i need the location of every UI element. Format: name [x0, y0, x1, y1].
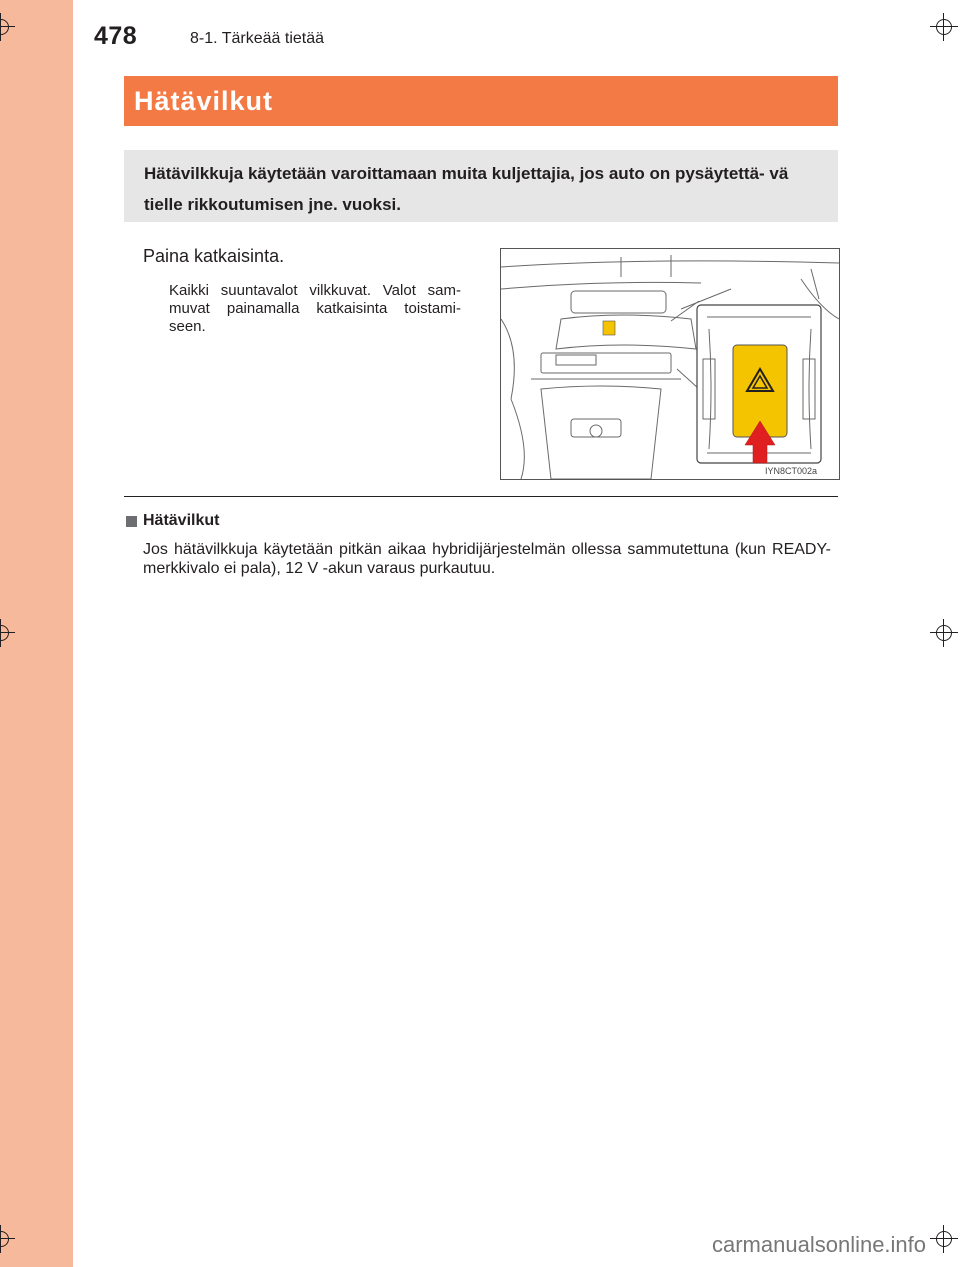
watermark: carmanualsonline.info	[712, 1232, 927, 1257]
dashboard-drawing	[501, 249, 839, 479]
crop-mark-icon	[930, 619, 958, 647]
instruction-detail: Kaikki suuntavalot vilkkuvat. Valot sam- muvat painamalla katkaisinta toistami- seen.	[169, 282, 461, 335]
bullet-square-icon	[126, 516, 137, 527]
chapter-heading: 8-1. Tärkeää tietää	[190, 30, 325, 47]
intro-box	[124, 150, 838, 222]
intro-text: Hätävilkkuja käytetään varoittamaan muita kuljettajia, jos auto on pysäytettä- vä tielle rikkoutumisen jne. vuoksi.	[144, 164, 789, 214]
section-title: Hätävilkut	[134, 86, 274, 116]
section-divider	[124, 496, 838, 497]
hazard-switch-location	[603, 321, 615, 335]
crop-mark-icon	[0, 13, 15, 41]
crop-mark-icon	[0, 1225, 15, 1253]
hazard-switch-illustration	[500, 248, 840, 480]
page-number: 478	[94, 22, 138, 50]
crop-mark-icon	[930, 1225, 958, 1253]
instruction-step: Paina katkaisinta.	[143, 246, 285, 266]
figure-code: IYN8CT002a	[764, 466, 817, 476]
note-title: Hätävilkut	[143, 512, 220, 529]
crop-mark-icon	[930, 13, 958, 41]
section-title-bar	[124, 76, 838, 126]
crop-mark-icon	[0, 619, 15, 647]
note-text: Jos hätävilkkuja käytetään pitkän aikaa hybridijärjestelmän ollessa sammutettuna (kun READY-merkkivalo ei pala), 12 V -akun varaus purkautuu.	[143, 541, 831, 577]
